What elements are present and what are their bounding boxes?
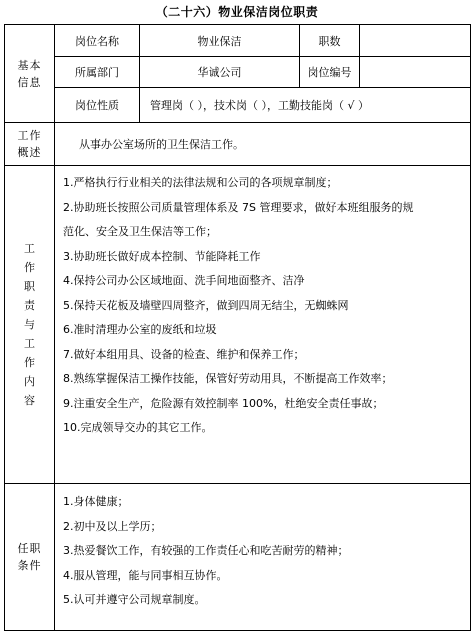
duties-list [55,166,471,484]
level-value [360,25,471,57]
duties-label: 工 作 职 责 与 工 作 内 容 [5,166,55,484]
job-description-table [4,24,471,631]
row-position-name [5,25,471,57]
list-item: 4.保持公司办公区域地面、洗手间地面整齐、洁净 [63,274,305,287]
list-item: 2.协助班长按照公司质量管理体系及 7S 管理要求，做好本班组服务的规 [63,200,414,214]
position-nature-value: 管理岗（ ），技术岗（ ），工勤技能岗（ √ ） [140,88,471,123]
row-department [5,57,471,88]
summary-label: 工作 概述 [5,123,55,166]
list-item: 9.注重安全生产，危险源有效控制率 100%，杜绝安全责任事故； [63,396,384,410]
list-item: 1.严格执行行业相关的法律法规和公司的各项规章制度； [63,176,338,189]
position-code-label: 岗位编号 [300,57,360,88]
level-label: 职数 [300,25,360,57]
row-duties [5,166,471,484]
requirements-list [55,484,471,631]
position-code-value [360,57,471,88]
list-item: 8.熟练掌握保洁工操作技能，保管好劳动用具，不断提高工作效率； [63,372,393,385]
summary-text: 从事办公室场所的卫生保洁工作。 [55,123,471,166]
position-name-value: 物业保洁 [140,25,300,57]
row-nature [5,88,471,123]
basic-info-label: 基本 信息 [5,25,55,123]
list-item: 3.热爱餐饮工作，有较强的工作责任心和吃苦耐劳的精神； [63,544,349,557]
list-item: 7.做好本组用具、设备的检查、维护和保养工作； [63,347,305,361]
list-item: 5.保持天花板及墙壁四周整齐，做到四周无结尘，无蜘蛛网 [63,298,349,312]
list-item: 5.认可并遵守公司规章制度。 [63,593,206,606]
page-title: （二十六）物业保洁岗位职责 [155,5,319,19]
list-item: 6.准时清理办公室的废纸和垃圾 [63,323,217,336]
row-requirements [5,484,471,631]
list-item: 3.协助班长做好成本控制、节能降耗工作 [63,249,261,263]
row-summary [5,123,471,166]
position-name-label: 岗位名称 [55,25,140,57]
list-item: 2.初中及以上学历； [63,519,162,533]
list-item: 4.服从管理，能与同事相互协作。 [63,568,228,582]
department-label: 所属部门 [55,57,140,88]
list-item: 1.身体健康； [63,495,129,508]
list-item: 10.完成领导交办的其它工作。 [63,421,213,434]
department-value: 华诚公司 [140,57,300,88]
requirements-label: 任职 条件 [5,484,55,631]
position-nature-label: 岗位性质 [55,88,140,123]
list-item: 范化、安全及卫生保洁等工作； [63,225,217,238]
